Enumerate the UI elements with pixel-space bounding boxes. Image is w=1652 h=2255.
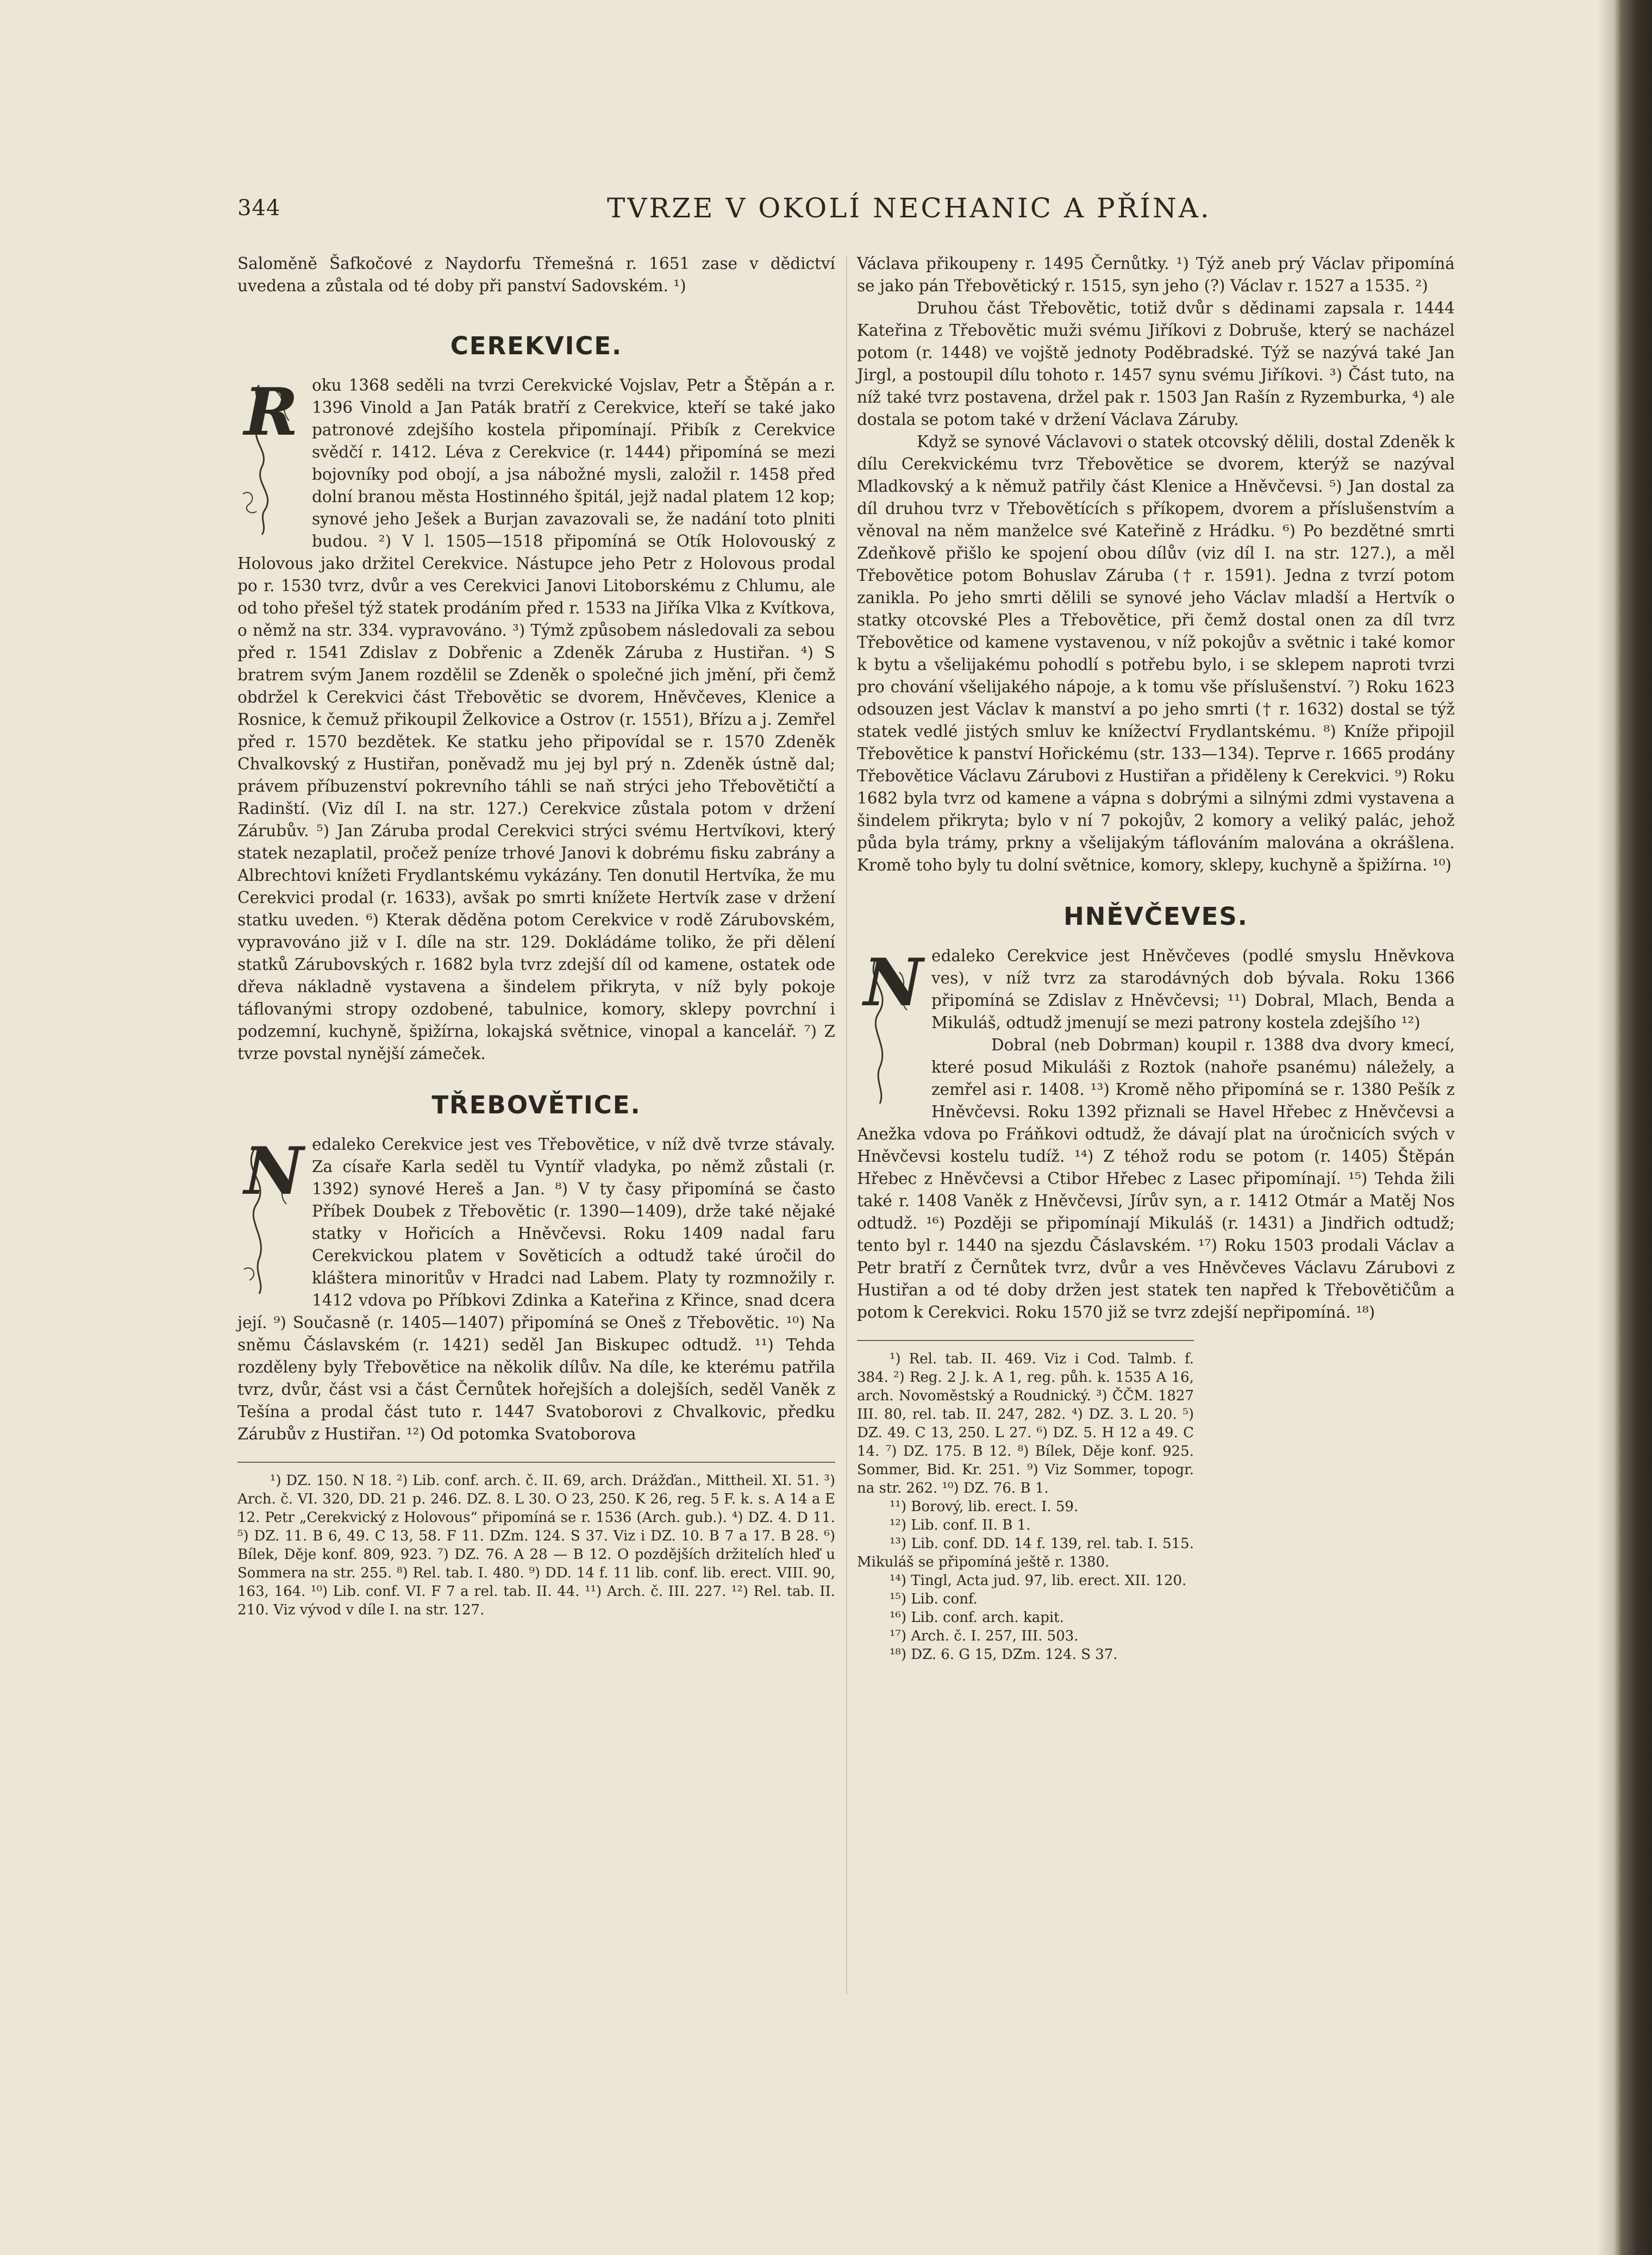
footnote: ¹²) Lib. conf. II. B 1. — [890, 1517, 1031, 1533]
cerekvice-text: oku 1368 seděli na tvrzi Cerekvické Vojslav, Petr a Štěpán a r. 1396 Vinold a Jan Paták bratří z Cerekvice, kteří se také jako patronové zdejšího kostela připomínají. Přibík z Cerekvice svědčí r. 1412. Léva z Cerekvice (r. 1444) připomíná se mezi bojovníky pod obojí, a jsa nábožné mysli, založil r. 1458 před dolní branou města Hostinného špitál, jejž nadal platem 12 kop; synové jeho Ješek a Burjan zavazovali se, že nadání toto plniti budou. ²) V l. 1505—1518 připomíná se Otík Holovouský z Holovous jako držitel Cerekvice. Nástupce jeho Petr z Holovous prodal po r. 1530 tvrz, dvůr a ves Cerekvici Janovi Litoborskému z Chlumu, ale od toho přešel týž statek prodáním před r. 1533 na Jiříka Vlka z Kvítkova, o němž na str. 334. vypravováno. ³) Týmž způsobem následovali za sebou před r. 1541 Zdislav z Dobřenic a Zdeněk Záruba z Hustiřan. ⁴) S bratrem svým Janem rozdělil se Zdeněk o společné jich jmění, při čemž obdržel k Cerekvici část Třebovětic se dvorem, Hněvčeves, Klenice a Rosnice, k čemuž přikoupil Želkovice a Ostrov (r. 1551), Břízu a j. Zemřel před r. 1570 bezdětek. Ke statku jeho připovídal se r. 1570 Zdeněk Chvalkovský z Hustiřan, poněvadž mu jej byl prý n. Zdeněk ústně dal; právem příbuzenství pokrevního táhli se naň strýci jeho Třebovětičtí a Radinští. (Viz díl I. na str. 127.) Cerekvice zůstala potom v držení Zárubův. ⁵) Jan Záruba prodal Cerekvici strýci svému Hertvíkovi, který statek nezaplatil, pročež peníze trhové Janovi k dobrému fisku zabrány a Albrechtovi knížeti Frydlantskému vykázány. Ten donutil Hertvíka, že mu Cerekvici prodal (r. 1633), avšak po smrti knížete Hertvík zase v držení statku uveden. ⁶) Kterak děděna potom Cerekvice v rodě Zárubovském, vypravováno již v I. díle na str. 129. Dokládáme toliko, že při dělení statků Zárubovských r. 1682 byla tvrz zdejší díl od kamene, ostatek ode dřeva nákladně vystavena a šindelem přikryta, v níž byly pokoje táflovanými stropy ozdobené, tabulnice, komory, sklepy povrchní i podzemní, kuchyně, špižírna, lokajská světnice, vinopal a kancelář. ⁷) Z tvrze povstal nynější zámeček. — [237, 376, 835, 1063]
right-column — [857, 253, 1455, 1664]
left-footnotes — [237, 1462, 835, 1619]
running-head: TVRZE V OKOLÍ NECHANIC A PŘÍNA. — [607, 192, 1211, 224]
footnote: ¹⁶) Lib. conf. arch. kapit. — [890, 1609, 1064, 1626]
column-divider — [846, 255, 847, 1994]
footnote: ¹⁴) Tingl, Acta jud. 97, lib. erect. XII. 120. — [890, 1573, 1187, 1589]
footnote: ¹³) Lib. conf. DD. 14 f. 139, rel. tab. I. 515. Mikuláš se připomíná ještě r. 1380. — [857, 1536, 1194, 1570]
page-number: 344 — [237, 196, 281, 221]
paragraph: Když se synové Václavovi o statek otcovský dělili, dostal Zdeněk k dílu Cerekvickému tvrz Třebovětice se dvorem, kterýž se nazýval Mladkovský a k němuž patřily část Klenice a Hněvčevsi. ⁵) Jan dostal za díl druhou tvrz v Třebovětících s příkopem, dvorem a příslušenstvím a věnoval na něm manželce své Kateřině z Hrádku. ⁶) Po bezdětné smrti Zdeňkově přišlo ke spojení obou dílův (viz díl I. na str. 127.), a měl Třebovětice potom Bohuslav Záruba († r. 1591). Jedna z tvrzí potom zanikla. Po jeho smrti dělili se synové jeho Václav mladší a Hertvík o statky otcovské Ples a Třebovětice, při čemž dostal onen za díl tvrz Třebovětice od kamene vystavenou, v níž pokojův a světnic i také komor k bytu a všelijakému pohodlí s potřebu bylo, i se sklepem naproti tvrzi pro chování všelijakého nápoje, a k tomu vše příslušenství. ⁷) Roku 1623 odsouzen jest Václav k manství a po jeho smrti († r. 1632) dostal se týž statek vedlé jistých smluv ke knížectví Frydlantskému. ⁸) Kníže připojil Třebovětice k panství Hořickému (str. 133—134). Teprve r. 1665 prodány Třebovětice Václavu Zárubovi z Hustiřan a přiděleny k Cerekvici. ⁹) Roku 1682 byla tvrz od kamene a vápna s dobrými a silnými zdmi vystavena a šindelem přikryta; bylo v ní 7 pokojův, 2 komory a veliký palác, jehož půda byla trámy, prkny a všelijakým táflováním malována a okrášlena. Kromě toho byly tu dolní světnice, komory, sklepy, kuchyně a špižírna. ¹⁰) — [857, 433, 1455, 874]
dropcap-n-ornament — [237, 1133, 304, 1296]
left-column — [237, 253, 835, 1619]
dropcap-r-ornament — [237, 374, 300, 537]
hnevceves-body — [857, 945, 1455, 1324]
footnote-block: ¹) DZ. 150. N 18. ²) Lib. conf. arch. č. II. 69, arch. Drážďan., Mittheil. XI. 51. ³) Arch. č. VI. 320, DD. 21 p. 246. DZ. 8. L 30. O 23, 250. K 26, reg. 5 F. k. s. A 14 a E 12. Petr „Cerekvický z Holovous“ připomíná se r. 1536 (Arch. gub.). ⁴) DZ. 4. D 11. ⁵) DZ. 11. B 6, 49. C 13, 58. F 11. DZm. 124. S 37. Viz i DZ. 10. B 7 a 17. B 28. ⁶) Bílek, Děje konf. 809, 923. ⁷) DZ. 76. A 28 — B 12. O pozdějších držitelích hleď u Sommera na str. 255. ⁸) Rel. tab. I. 480. ⁹) DD. 14 f. 11 lib. conf. lib. erect. VIII. 90, 163, 164. ¹⁰) Lib. conf. VI. F 7 a rel. tab. II. 44. ¹¹) Arch. č. III. 227. ¹²) Rel. tab. II. 210. Viz vývod v díle I. na str. 127. — [237, 1473, 835, 1618]
footnote: ¹⁷) Arch. č. I. 257, III. 503. — [890, 1628, 1079, 1644]
trebovetice-text: edaleko Cerekvice jest ves Třebovětice, v níž dvě tvrze stávaly. Za císaře Karla seděl tu Vyntíř vladyka, po němž zůstali (r. 1392) synové Hereš a Jan. ⁸) V ty časy připomíná se často Příbek Doubek z Třebovětic (r. 1390—1409), drže také nějaké statky v Hořicích a Hněvčevsi. Roku 1409 nadal faru Cerekvickou platem v Sověticích a odtudž také úročil do kláštera minoritův v Hradci nad Labem. Platy ty rozmnožily r. 1412 vdova po Příbkovi Zdinka a Kateřina z Křince, snad dcera její. ⁹) Současně (r. 1405—1407) připomíná se Oneš z Třebovětic. ¹⁰) Na sněmu Čáslavském (r. 1421) seděl Jan Biskupec odtudž. ¹¹) Tehda rozděleny byly Třebovětice na několik dílův. Na díle, ke kterému patřila tvrz, dvůr, část vsi a část Černůtek hořejších a dolejších, seděl Vaněk z Tešína a prodal část tuto r. 1447 Svatoborovi z Chvalkovic, předku Zárubův z Hustiřan. ¹²) Od potomka Svatoborova — [237, 1135, 835, 1443]
section-title-trebovetice: TŘEBOVĚTICE. — [431, 1091, 641, 1119]
paragraph: Druhou část Třebovětic, totiž dvůr s dědinami zapsala r. 1444 Kateřina z Třebovětic muži svému Jiříkovi z Dobruše, který se nacházel potom (r. 1448) ve vojště jednoty Poděbradské. Týž se nazývá také Jan Jirgl, a postoupil dílu tohoto r. 1457 synu svému Jiříkovi. ³) Část tuto, na níž také tvrz postavena, držel pak r. 1503 Jan Rašín z Ryzemburka, ⁴) ale dostala se potom také v držení Václava Záruby. — [857, 299, 1455, 429]
cerekvice-body — [237, 374, 835, 1065]
footnote: ¹) Rel. tab. II. 469. Viz i Cod. Talmb. f. 384. ²) Reg. 2 J. k. A 1, reg. půh. k. 1535 A 16, arch. Novoměstský a Roudnický. ³) ČČM. 1827 III. 80, rel. tab. II. 247, 282. ⁴) DZ. 3. L 20. ⁵) DZ. 49. C 13, 250. L 27. ⁶) DZ. 5. H 12 a 49. C 14. ⁷) DZ. 175. B 12. ⁸) Bílek, Děje konf. 925. Sommer, Bid. Kr. 251. ⁹) Viz Sommer, topogr. na str. 262. ¹⁰) DZ. 76. B 1. — [857, 1351, 1194, 1496]
dropcap-letter: N — [244, 1133, 304, 1210]
dropcap-n-ornament — [857, 944, 923, 1108]
book-spine — [1614, 0, 1652, 2255]
dropcap-letter: N — [863, 944, 923, 1021]
footnote: ¹⁸) DZ. 6. G 15, DZm. 124. S 37. — [890, 1646, 1118, 1663]
page-header — [237, 185, 1211, 228]
hnevceves-text: edaleko Cerekvice jest Hněvčeves (podlé smyslu Hněvkova ves), v níž tvrz za starodávných dob bývala. Roku 1366 připomíná se Zdislav z Hněvčevsi; ¹¹) Dobral, Mlach, Benda a Mikuláš, odtudž jmenují se mezi patrony kostela zdejšího ¹²) — [931, 947, 1455, 1032]
dropcap-letter: R — [244, 374, 298, 450]
footnote: ¹⁵) Lib. conf. — [890, 1591, 978, 1607]
intro-paragraph: Saloměně Šafkočové z Naydorfu Třemešná r. 1651 zase v dědictví uvedena a zůstala od té doby při panství Sadovském. ¹) — [237, 254, 835, 295]
continuation-paragraph: Václava přikoupeny r. 1495 Černůtky. ¹) Týž aneb prý Václav připomíná se jako pán Třebovětický r. 1515, syn jeho (?) Václav r. 1527 a 1535. ²) — [857, 254, 1455, 295]
paragraph: Dobral (neb Dobrman) koupil r. 1388 dva dvory kmecí, které posud Mikuláši z Roztok (nahoře psanému) náležely, a zemřel asi r. 1408. ¹³) Kromě něho připomíná se r. 1380 Pešík z Hněvčevsi. Roku 1392 přiznali se Havel Hřebec z Hněvčevsi a Anežka vdova po Fráňkovi odtudž, že dávají plat na úročnicích svých v Hněvčevsi kostelu tudíž. ¹⁴) Z téhož rodu se potom (r. 1405) Štěpán Hřebec z Hněvčevsi a Ctibor Hřebec z Lasec připomínají. ¹⁵) Tehda žili také r. 1408 Vaněk z Hněvčevsi, Jírův syn, a r. 1412 Otmár a Matěj Nos odtudž. ¹⁶) Později se připomínají Mikuláš (r. 1431) a Jindřich odtudž; tento byl r. 1440 na sjezdu Čáslavském. ¹⁷) Roku 1503 prodali Václav a Petr bratří z Černůtek tvrz, dvůr a ves Hněvčeves Václavu Zárubovi z Hustiřan a od té doby držen jest statek ten napřed k Třebovětičům a potom k Cerekvici. Roku 1570 již se tvrz zdejší nepřipomíná. ¹⁸) — [857, 1036, 1455, 1321]
page-gutter-shadow — [1598, 0, 1614, 2255]
section-title-hnevceves: HNĚVČEVES. — [1063, 902, 1248, 931]
section-title-cerekvice: CEREKVICE. — [450, 331, 623, 360]
trebovetice-body — [237, 1133, 835, 1445]
right-footnotes — [857, 1340, 1194, 1664]
footnote: ¹¹) Borový, lib. erect. I. 59. — [890, 1499, 1079, 1515]
